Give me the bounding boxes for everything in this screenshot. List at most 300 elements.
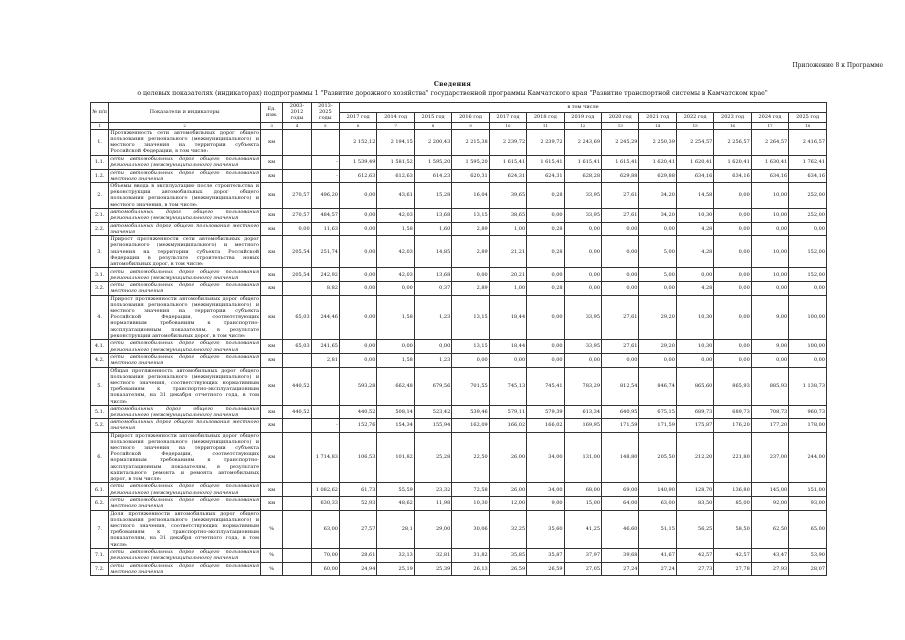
year-value: 178,00 (789, 419, 827, 432)
year-value: 15,00 (564, 497, 601, 510)
unit-cell: км (261, 432, 283, 483)
year-value: 171,59 (639, 419, 676, 432)
row-number: 5.1. (91, 405, 109, 418)
year-value: 83,50 (676, 497, 713, 510)
year-value: 62,50 (751, 510, 788, 548)
year-value: 960,73 (789, 405, 827, 418)
year-header: 2018 год (527, 112, 564, 122)
period1-value (283, 419, 311, 432)
year-value: 0,00 (339, 208, 376, 222)
year-value: 64,00 (602, 497, 639, 510)
year-value: 9,00 (751, 340, 788, 354)
year-value: 10,00 (751, 268, 788, 282)
year-value: 1 539,49 (339, 155, 376, 169)
year-value: 18,44 (489, 295, 526, 339)
year-value: 252,00 (789, 208, 827, 222)
period1-value (283, 562, 311, 575)
period1-value: 205,54 (283, 236, 311, 268)
year-value: 613,34 (564, 405, 601, 418)
year-value: 0,00 (602, 268, 639, 282)
year-value: 579,39 (527, 405, 564, 418)
year-value: 0,00 (377, 340, 414, 354)
year-value: 27,61 (602, 183, 639, 209)
unit-cell: км (261, 497, 283, 510)
row-number: 6.2. (91, 497, 109, 510)
year-value: 55,59 (377, 483, 414, 497)
row-number: 7.1. (91, 548, 109, 562)
year-value: 34,00 (527, 483, 564, 497)
year-value: 634,16 (789, 169, 827, 182)
column-index: 2 (109, 122, 261, 129)
col-unit-header: Ед. изм. (261, 103, 283, 123)
year-value: 679,56 (414, 367, 451, 405)
table-row (91, 236, 827, 268)
year-header: 2017 год (489, 112, 526, 122)
period1-value (283, 282, 311, 295)
year-value: 42,57 (676, 548, 713, 562)
year-value: 440,52 (339, 405, 376, 418)
year-value: 0,00 (714, 282, 751, 295)
year-value: 0,00 (527, 268, 564, 282)
year-value: 5,00 (639, 236, 676, 268)
year-value: 846,74 (639, 367, 676, 405)
unit-cell: % (261, 548, 283, 562)
year-value: 1 615,41 (564, 155, 601, 169)
year-value: 0,28 (527, 282, 564, 295)
year-value: 41,25 (564, 510, 601, 548)
year-value: 0,00 (602, 222, 639, 235)
period2-value: 1 714,83 (311, 432, 339, 483)
year-value: 61,73 (339, 483, 376, 497)
year-value: 35,85 (489, 548, 526, 562)
col-including-header: в том числе (339, 103, 826, 113)
year-value: 1 615,41 (489, 155, 526, 169)
year-value: 0,00 (489, 354, 526, 367)
year-value: 35,60 (527, 510, 564, 548)
year-value: 11,98 (414, 497, 451, 510)
period1-value (283, 483, 311, 497)
year-value: 0,00 (339, 354, 376, 367)
year-value: 140,90 (639, 483, 676, 497)
column-index: 15 (676, 122, 713, 129)
indicator-name: автомобильных дорог общего пользования местного значения (110, 419, 260, 432)
year-value: 205,50 (639, 432, 676, 483)
year-value: 624,31 (489, 169, 526, 182)
year-value: 63,00 (639, 497, 676, 510)
table-row (91, 155, 827, 169)
row-number: 4. (91, 295, 109, 339)
year-value: 1 620,41 (639, 155, 676, 169)
period1-value: 270,57 (283, 208, 311, 222)
year-value: 2 243,69 (564, 129, 601, 155)
year-value: 2,89 (452, 282, 489, 295)
col-period1-header: 2003-2012 годы (283, 103, 311, 123)
row-number: 2.1. (91, 208, 109, 222)
unit-cell: км (261, 354, 283, 367)
column-index: 13 (602, 122, 639, 129)
year-value: 0,28 (527, 236, 564, 268)
year-value: 14,58 (676, 183, 713, 209)
title-block (0, 80, 905, 98)
year-value: 620,31 (452, 169, 489, 182)
year-value: 26,59 (527, 562, 564, 575)
year-value: 52,93 (339, 497, 376, 510)
year-value: 28,07 (789, 562, 827, 575)
table-row (91, 497, 827, 510)
row-number: 4.1. (91, 340, 109, 354)
year-value: 16,04 (452, 183, 489, 209)
year-value: 0,28 (527, 183, 564, 209)
year-value: 27,61 (602, 340, 639, 354)
year-value: 26,13 (452, 562, 489, 575)
unit-cell: км (261, 483, 283, 497)
year-header: 2023 год (714, 112, 751, 122)
year-value: 68,00 (564, 483, 601, 497)
year-value: 26,00 (489, 432, 526, 483)
year-value: 745,13 (489, 367, 526, 405)
table-row (91, 354, 827, 367)
table-row (91, 432, 827, 483)
year-value: 13,15 (452, 208, 489, 222)
col-num-header: № п/п (91, 103, 109, 123)
unit-cell: км (261, 268, 283, 282)
row-number: 3.1. (91, 268, 109, 282)
year-value: 1,23 (414, 295, 451, 339)
year-value: 175,87 (676, 419, 713, 432)
indicator-name: сети автомобильных дорог общего пользования регионального (межмуниципального) значения (110, 549, 260, 562)
year-value: 10,00 (751, 236, 788, 268)
row-number: 4.2. (91, 354, 109, 367)
row-number: 3.2. (91, 282, 109, 295)
column-index: 8 (414, 122, 451, 129)
column-index: 14 (639, 122, 676, 129)
year-value: 2,89 (452, 236, 489, 268)
indicator-name: Прирост протяженности сети автомобильных дорог регионального (межмуниципального) и местного значения на территории субъекта Российской Федерации в результате строительства новых автомобильных дорог, в том числе: (110, 236, 260, 268)
year-value: 675,15 (639, 405, 676, 418)
year-value: 43,61 (377, 183, 414, 209)
year-value: 26,59 (489, 562, 526, 575)
year-value: 27,73 (676, 562, 713, 575)
year-value: 18,44 (489, 340, 526, 354)
unit-cell: км (261, 367, 283, 405)
table-row (91, 419, 827, 432)
column-index: 11 (527, 122, 564, 129)
year-value: 0,00 (714, 208, 751, 222)
year-value: 252,00 (789, 183, 827, 209)
period1-value (283, 548, 311, 562)
year-header: 2025 год (789, 112, 827, 122)
year-value: 1 138,73 (789, 367, 827, 405)
year-value: 10,30 (676, 295, 713, 339)
year-value: 0,00 (339, 340, 376, 354)
unit-cell: % (261, 510, 283, 548)
year-header: 2024 год (751, 112, 788, 122)
year-value: 41,67 (639, 548, 676, 562)
year-value: 523,42 (414, 405, 451, 418)
indicator-name: сети автомобильных дорог общего пользования регионального (межмуниципального) значения (110, 340, 260, 353)
year-value: 5,00 (639, 268, 676, 282)
period2-value: 496,20 (311, 183, 339, 209)
year-value: 2 250,39 (639, 129, 676, 155)
indicator-name: сети автомобильных дорог общего пользования регионального (межмуниципального) значения (110, 155, 260, 169)
year-value: 0,00 (751, 222, 788, 235)
year-value: 1,00 (489, 282, 526, 295)
period1-value: 65,03 (283, 295, 311, 339)
year-value: 0,00 (339, 282, 376, 295)
row-number: 1.1. (91, 155, 109, 169)
year-value: 151,00 (789, 483, 827, 497)
year-value: 10,30 (452, 497, 489, 510)
period2-value (311, 367, 339, 405)
year-value: 100,00 (789, 295, 827, 339)
year-value: 21,21 (489, 236, 526, 268)
year-value: 0,28 (527, 222, 564, 235)
year-value: 10,00 (751, 208, 788, 222)
period1-value: 0,00 (283, 222, 311, 235)
year-value: 152,00 (789, 268, 827, 282)
year-value: 69,00 (602, 483, 639, 497)
period2-value: 11,63 (311, 222, 339, 235)
year-value: 634,16 (751, 169, 788, 182)
year-value: 56,25 (676, 510, 713, 548)
year-value: 1 620,41 (676, 155, 713, 169)
year-value: 10,30 (676, 208, 713, 222)
period1-value: 205,54 (283, 268, 311, 282)
year-value: 27,93 (751, 562, 788, 575)
unit-cell: км (261, 405, 283, 418)
row-number: 5.2. (91, 419, 109, 432)
year-value: 0,00 (602, 236, 639, 268)
unit-cell: км (261, 282, 283, 295)
period2-value: - (311, 169, 339, 182)
year-value: 708,73 (751, 405, 788, 418)
period1-value: 440,52 (283, 405, 311, 418)
year-value: 508,14 (377, 405, 414, 418)
year-value: 885,93 (751, 367, 788, 405)
year-value: 689,73 (676, 405, 713, 418)
year-value: 612,63 (339, 169, 376, 182)
year-value: 33,95 (564, 208, 601, 222)
unit-cell: % (261, 562, 283, 575)
year-value: 27,24 (639, 562, 676, 575)
table-row (91, 483, 827, 497)
year-value: 39,68 (602, 548, 639, 562)
year-value: 14,85 (414, 236, 451, 268)
period2-value: 2,81 (311, 354, 339, 367)
year-value: 1,23 (414, 354, 451, 367)
year-value: 9,00 (751, 295, 788, 339)
col-period2-header: 2013-2025 годы (311, 103, 339, 123)
indicator-name: автомобильных дорог общего пользования местного значения (110, 222, 260, 236)
row-number: 6.1. (91, 483, 109, 497)
period1-value (283, 510, 311, 548)
period2-value: 60,00 (311, 562, 339, 575)
column-index: 5 (311, 122, 339, 129)
year-value: 42,03 (377, 268, 414, 282)
year-value: 812,54 (602, 367, 639, 405)
year-value: 34,00 (527, 432, 564, 483)
year-value: 0,00 (676, 354, 713, 367)
year-value: 23,32 (414, 483, 451, 497)
year-value: 0,00 (564, 236, 601, 268)
year-value: 13,68 (414, 268, 451, 282)
year-value: 58,50 (714, 510, 751, 548)
year-value: 38,65 (489, 208, 526, 222)
year-value: 28,1 (377, 510, 414, 548)
year-value: 1,00 (489, 222, 526, 235)
year-header: 2016 год (452, 112, 489, 122)
year-value: 27,57 (339, 510, 376, 548)
year-value: 614,23 (414, 169, 451, 182)
table-row (91, 548, 827, 562)
period1-value: 270,57 (283, 183, 311, 209)
year-value: 4,28 (676, 282, 713, 295)
year-value: 1,58 (377, 295, 414, 339)
year-value: 24,94 (339, 562, 376, 575)
column-index: 6 (339, 122, 376, 129)
table-row (91, 208, 827, 222)
index-row (91, 122, 827, 129)
year-value: 237,00 (751, 432, 788, 483)
period2-value: - (311, 155, 339, 169)
row-number: 1. (91, 129, 109, 155)
year-header: 2015 год (414, 112, 451, 122)
period1-value: 65,03 (283, 340, 311, 354)
year-value: 13,15 (452, 295, 489, 339)
year-value: 0,00 (527, 340, 564, 354)
period1-value (283, 497, 311, 510)
year-value: 0,00 (676, 268, 713, 282)
year-value: 33,95 (564, 295, 601, 339)
row-number: 5. (91, 367, 109, 405)
year-value: 0,00 (639, 282, 676, 295)
year-value: 0,00 (602, 282, 639, 295)
year-value: 92,00 (751, 497, 788, 510)
year-value: 0,00 (414, 340, 451, 354)
year-header: 2019 год (564, 112, 601, 122)
column-index: 3 (261, 122, 283, 129)
year-value: 0,00 (714, 222, 751, 235)
indicator-name: Общая протяженность автомобильных дорог общего пользования регионального (межмуниципального) и местного значения, соответствующих нормативным требованиям к транспортно-эксплуатационным показателям, на 31 декабря отчетного года, в том числе: (110, 367, 260, 405)
col-name-header: Показатели и индикаторы (109, 103, 261, 123)
table-row (91, 268, 827, 282)
year-value: 155,94 (414, 419, 451, 432)
year-value: 629,88 (602, 169, 639, 182)
indicator-name: Протяженность сети автомобильных дорог общего пользования регионального (межмуниципального) и местного значения на территории субъекта Российской Федерации, в том числе: (110, 129, 260, 155)
unit-cell: км (261, 155, 283, 169)
row-number: 2.2. (91, 222, 109, 235)
period2-value: 241,65 (311, 340, 339, 354)
year-value: 28,61 (339, 548, 376, 562)
year-value: 42,03 (377, 236, 414, 268)
column-index: 17 (751, 122, 788, 129)
year-value: 10,00 (751, 183, 788, 209)
year-value: 628,28 (564, 169, 601, 182)
period2-value: 1 082,62 (311, 483, 339, 497)
row-number: 7.2. (91, 562, 109, 575)
period2-value: 242,92 (311, 268, 339, 282)
indicator-name: сети автомобильных дорог общего пользования местного значения (110, 562, 260, 575)
table-row (91, 169, 827, 182)
year-value: 0,00 (639, 354, 676, 367)
year-value: 12,00 (489, 497, 526, 510)
year-value: 221,80 (714, 432, 751, 483)
year-value: 593,28 (339, 367, 376, 405)
year-header: 2017 год (339, 112, 376, 122)
indicator-name: сети автомобильных дорог общего пользования местного значения (110, 354, 260, 367)
year-value: 39,65 (489, 183, 526, 209)
year-value: 22,50 (452, 432, 489, 483)
year-value: 13,15 (452, 340, 489, 354)
year-value: 0,00 (339, 222, 376, 235)
year-value: 0,00 (339, 295, 376, 339)
year-value: 2 245,29 (602, 129, 639, 155)
indicators-table (90, 102, 827, 576)
year-value: 634,16 (676, 169, 713, 182)
indicator-name: автомобильных дорог общего пользования регионального (межмуниципального) значения (110, 209, 260, 222)
period2-value: 70,00 (311, 548, 339, 562)
year-value: 1 595,20 (452, 155, 489, 169)
unit-cell: км (261, 236, 283, 268)
column-index: 16 (714, 122, 751, 129)
period2-value: 630,33 (311, 497, 339, 510)
year-value: 166,02 (489, 419, 526, 432)
year-value: 0,00 (639, 222, 676, 235)
year-value: 0,00 (339, 236, 376, 268)
year-value: 629,88 (639, 169, 676, 182)
year-value: 4,28 (676, 222, 713, 235)
year-value: 25,39 (414, 562, 451, 575)
row-number: 7. (91, 510, 109, 548)
year-value: 72,58 (452, 483, 489, 497)
year-value: 37,97 (564, 548, 601, 562)
year-value: 0,00 (452, 268, 489, 282)
year-value: 85,00 (714, 497, 751, 510)
year-value: 32,25 (489, 510, 526, 548)
year-value: 745,41 (527, 367, 564, 405)
year-value: 865,93 (714, 367, 751, 405)
period1-value (283, 129, 311, 155)
year-value: 2 416,57 (789, 129, 827, 155)
year-value: 0,00 (789, 354, 827, 367)
period1-value (283, 354, 311, 367)
year-value: 131,00 (564, 432, 601, 483)
period2-value: - (311, 419, 339, 432)
year-value: 1 620,41 (714, 155, 751, 169)
table-row (91, 222, 827, 235)
year-value: 212,20 (676, 432, 713, 483)
year-value: 689,73 (714, 405, 751, 418)
document-title: Сведения (433, 81, 472, 88)
indicator-name: Доля протяженности автомобильных дорог общего пользования регионального (межмуниципального) и местного значения, соответствующих нормативным требованиям к транспортно-эксплуатационным показателям, на 31 декабря отчетного года, в том числе: (110, 510, 260, 548)
year-value: 106,53 (339, 432, 376, 483)
year-value: 1 615,41 (602, 155, 639, 169)
year-value: 2 200,43 (414, 129, 451, 155)
year-value: 783,29 (564, 367, 601, 405)
year-value: 136,80 (714, 483, 751, 497)
year-header: 2022 год (676, 112, 713, 122)
column-index: 10 (489, 122, 526, 129)
year-value: 42,57 (714, 548, 751, 562)
year-value: 177,20 (751, 419, 788, 432)
year-value: 0,00 (789, 282, 827, 295)
year-value: 29,20 (639, 295, 676, 339)
year-value: 612,63 (377, 169, 414, 182)
year-value: 10,30 (676, 340, 713, 354)
year-value: 1,60 (414, 222, 451, 235)
unit-cell: км (261, 129, 283, 155)
year-value: 34,20 (639, 183, 676, 209)
